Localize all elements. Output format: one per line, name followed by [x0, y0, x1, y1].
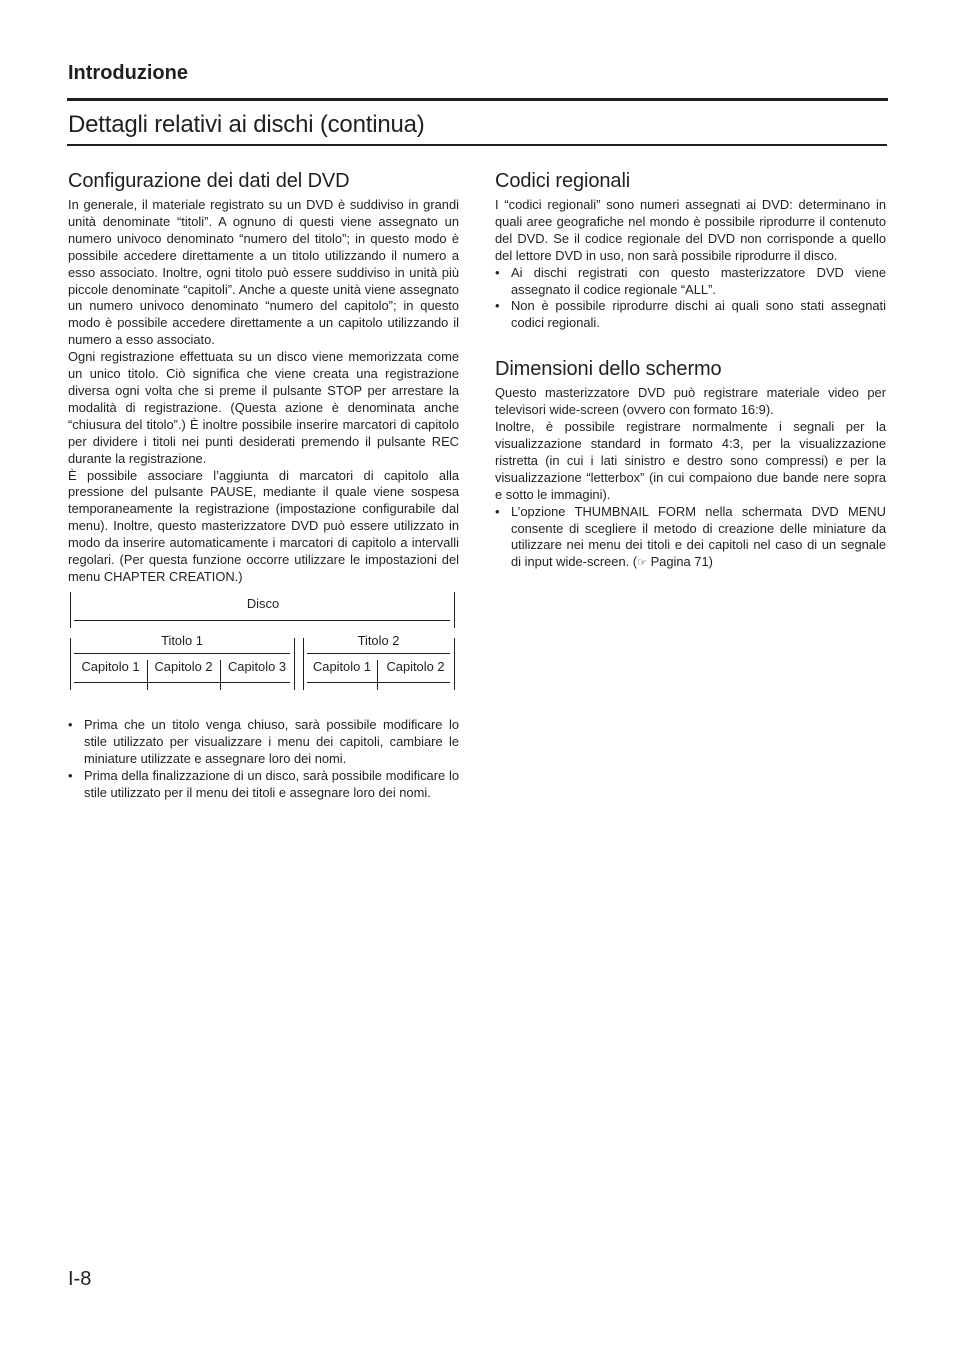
list-item [495, 504, 886, 573]
list-item: • Non è possibile riprodurre dischi ai quali sono stati assegnati codici regionali. [495, 298, 886, 332]
title2-label: Titolo 2 [357, 633, 400, 648]
t1-chapter-2: Capitolo 2 [154, 659, 213, 674]
t1-chapter-3: Capitolo 3 [227, 659, 287, 674]
t2-chapter-1: Capitolo 1 [312, 659, 372, 674]
screen-size-heading: Dimensioni dello schermo [495, 358, 722, 381]
page-reference: Pagina 71) [650, 554, 713, 570]
disc-label: Disco [246, 596, 280, 611]
screen-size-paragraph-1: Questo masterizzatore DVD può registrare materiale video per televisori wide-screen (ovvero con formato 16:9). [495, 385, 886, 418]
list-item: • Prima che un titolo venga chiuso, sarà possibile modificare lo stile utilizzato per visualizzare i menu dei capitoli, cambiare le miniature utilizzate e assegnare loro dei nomi. [68, 717, 459, 768]
right-column [495, 168, 886, 572]
title1-label: Titolo 1 [161, 633, 203, 648]
dvd-config-heading: Configurazione dei dati del DVD [68, 170, 350, 192]
left-bullets [68, 717, 459, 802]
t1-chapter-1: Capitolo 1 [81, 659, 140, 674]
t2-chapter-2: Capitolo 2 [386, 659, 445, 674]
list-item: • Prima della finalizzazione di un disco, sarà possibile modificare lo stile utilizzato per il menu dei titoli e assegnare loro dei nomi. [68, 768, 459, 802]
header-rule [67, 98, 888, 101]
disc-line [74, 620, 450, 621]
page-number: I-8 [68, 1268, 92, 1290]
page-title: Dettagli relativi ai dischi (continua) [68, 111, 425, 138]
title2-bracket-right [454, 638, 455, 690]
screen-size-paragraph-2: Inoltre, è possibile registrare normalmente i segnali per la visualizzazione standard in formato 4:3, per la visualizzazione ristretta (in cui i lati sinistro e destro sono compressi) e per la visualizzazione “letterbox” (in cui compaiono due bande nere sopra e sotto le immagini). [495, 419, 886, 502]
title2-line [307, 653, 450, 654]
list-item: • Ai dischi registrati con questo masterizzatore DVD viene assegnato il codice regionale “ALL”. [495, 265, 886, 299]
title2-chapters-line [307, 682, 450, 683]
title1-chapters-line [74, 682, 290, 683]
title1-bracket-right [294, 638, 295, 690]
region-codes-heading: Codici regionali [495, 170, 631, 192]
section-label: Introduzione [68, 62, 188, 84]
disc-structure-diagram [70, 592, 456, 692]
pointing-hand-icon: ☞ [637, 557, 647, 570]
dvd-config-paragraph-3: È possibile associare l’aggiunta di marcatori di capitolo alla pressione del pulsante PAUSE, mediante il quale viene sospesa temporaneamente la registrazione (impostazione configurabile dal menu). Inoltre, questo masterizzatore DVD può essere utilizzato in modo da inserire automaticamente i marcatori di capitolo a intervalli regolari. (Per questa funzione occorre utilizzare le impostazioni del menu CHAPTER CREATION.) [68, 467, 459, 584]
region-codes-paragraph: I “codici regionali” sono numeri assegnati ai DVD: determinano in quali aree geografiche nel mondo è possibile riprodurre il contenuto del DVD. Se il codice regionale del DVD non corrisponde a quello del lettore DVD in uso, non sarà possibile riprodurre il disco. [495, 197, 886, 263]
dvd-config-paragraph-1: In generale, il materiale registrato su un DVD è suddiviso in grandi unità denominate “titoli”. A ognuno di questi viene assegnato un numero univoco denominato “numero del titolo”; in questo modo è possibile accedere direttamente a un titolo utilizzando il numero a esso associato. Inoltre, ogni titolo può essere suddiviso in unità più piccole denominate “capitoli”. Anche a queste unità viene assegnato un numero univoco denominato “numero del capitolo”; in questo modo è possibile accedere direttamente a un capitolo utilizzando il numero a esso associato. [68, 197, 459, 348]
left-column [68, 168, 459, 586]
thumbnail-form-text: L’opzione THUMBNAIL FORM nella schermata DVD MENU consente di scegliere il metodo di creazione delle miniature da utilizzare nei menu dei titoli e dei capitoli nel caso di un segnale di input wide-screen. ( [511, 503, 886, 570]
dvd-config-paragraph-2: Ogni registrazione effettuata su un disco viene memorizzata come un unico titolo. Ciò significa che viene creata una registrazione diversa ogni volta che si preme il pulsante STOP per arrestare la modalità di registrazione. (Questa azione è denominata anche “chiusura del titolo”.) È inoltre possibile inserire marcatori di capitolo per dividere i titoli nei punti desiderati premendo il pulsante REC durante la registrazione. [68, 349, 459, 466]
title-rule [67, 144, 887, 146]
title1-line [74, 653, 290, 654]
